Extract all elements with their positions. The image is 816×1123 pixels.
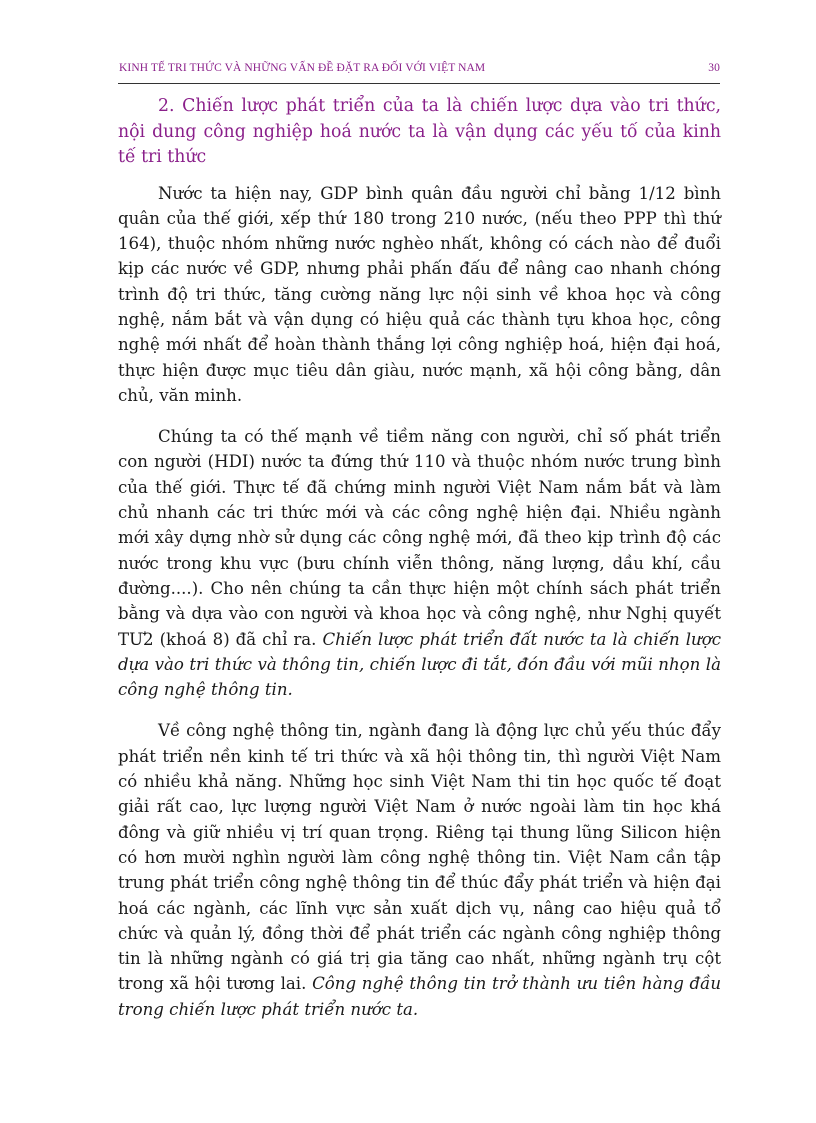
paragraph-2 xyxy=(118,424,721,702)
paragraph-1 xyxy=(118,181,721,409)
paragraph-italic-emphasis: Chiến lược phát triển đất nước ta là chiến lược dựa vào tri thức và thông tin, chiến lược đi tắt, đón đầu với mũi nhọn là công nghệ thông tin. xyxy=(118,629,721,700)
paragraph-3 xyxy=(118,718,721,1022)
header-rule xyxy=(118,83,720,84)
paragraph-text: Chúng ta có thế mạnh về tiềm năng con người, chỉ số phát triển con người (HDI) nước ta đứng thứ 110 và thuộc nhóm nước trung bình của thế giới. Thực tế đã chứng minh người Việt Nam nắm bắt và làm chủ nhanh các tri thức mới và các công nghệ hiện đại. Nhiều ngành mới xây dựng nhờ sử dụng các công nghệ mới, đã theo kịp trình độ các nước trong khu vực (bưu chính viễn thông, năng lượng, dầu khí, cầu đường....). Cho nên chúng ta cần thực hiện một chính sách phát triển bằng và dựa vào con người và khoa học và công nghệ, như Nghị quyết TƯ2 (khoá 8) đã chỉ ra. xyxy=(118,427,721,649)
section-heading: 2. Chiến lược phát triển của ta là chiến lược dựa vào tri thức, nội dung công nghiệp hoá nước ta là vận dụng các yếu tố của kinh tế tri thức xyxy=(118,96,721,167)
paragraph-text: Về công nghệ thông tin, ngành đang là động lực chủ yếu thúc đẩy phát triển nền kinh tế tri thức và xã hội thông tin, thì người Việt Nam có nhiều khả năng. Những học sinh Việt Nam thi tin học quốc tế đoạt giải rất cao, lực lượng người Việt Nam ở nước ngoài làm tin học khá đông và giữ nhiều vị trí quan trọng. Riêng tại thung lũng Silicon hiện có hơn mười nghìn người làm công nghệ thông tin. Việt Nam cần tập trung phát triển công nghệ thông tin để thúc đẩy phát triển và hiện đại hoá các ngành, các lĩnh vực sản xuất dịch vụ, nâng cao hiệu quả tổ chức và quản lý, đồng thời để phát triển các ngành công nghiệp thông tin là những ngành có giá trị gia tăng cao nhất, những ngành trụ cột trong xã hội tương lai. xyxy=(118,721,721,994)
page-number: 30 xyxy=(708,62,720,74)
page-body xyxy=(118,94,721,1038)
running-header xyxy=(119,62,720,74)
running-title: KINH TẾ TRI THỨC VÀ NHỮNG VẤN ĐỀ ĐẶT RA ĐỐI VỚI VIỆT NAM xyxy=(119,62,486,74)
paragraph-text: Nước ta hiện nay, GDP bình quân đầu người chỉ bằng 1/12 bình quân của thế giới, xếp thứ 180 trong 210 nước, (nếu theo PPP thì thứ 164), thuộc nhóm những nước nghèo nhất, không có cách nào để đuổi kịp các nước về GDP, nhưng phải phấn đấu để nâng cao nhanh chóng trình độ tri thức, tăng cường năng lực nội sinh về khoa học và công nghệ, nắm bắt và vận dụng có hiệu quả các thành tựu khoa học, công nghệ mới nhất để hoàn thành thắng lợi công nghiệp hoá, hiện đại hoá, thực hiện được mục tiêu dân giàu, nước mạnh, xã hội công bằng, dân chủ, văn minh. xyxy=(118,183,721,405)
paragraph-italic-emphasis: Công nghệ thông tin trở thành ưu tiên hàng đầu trong chiến lược phát triển nước ta. xyxy=(118,974,722,1019)
